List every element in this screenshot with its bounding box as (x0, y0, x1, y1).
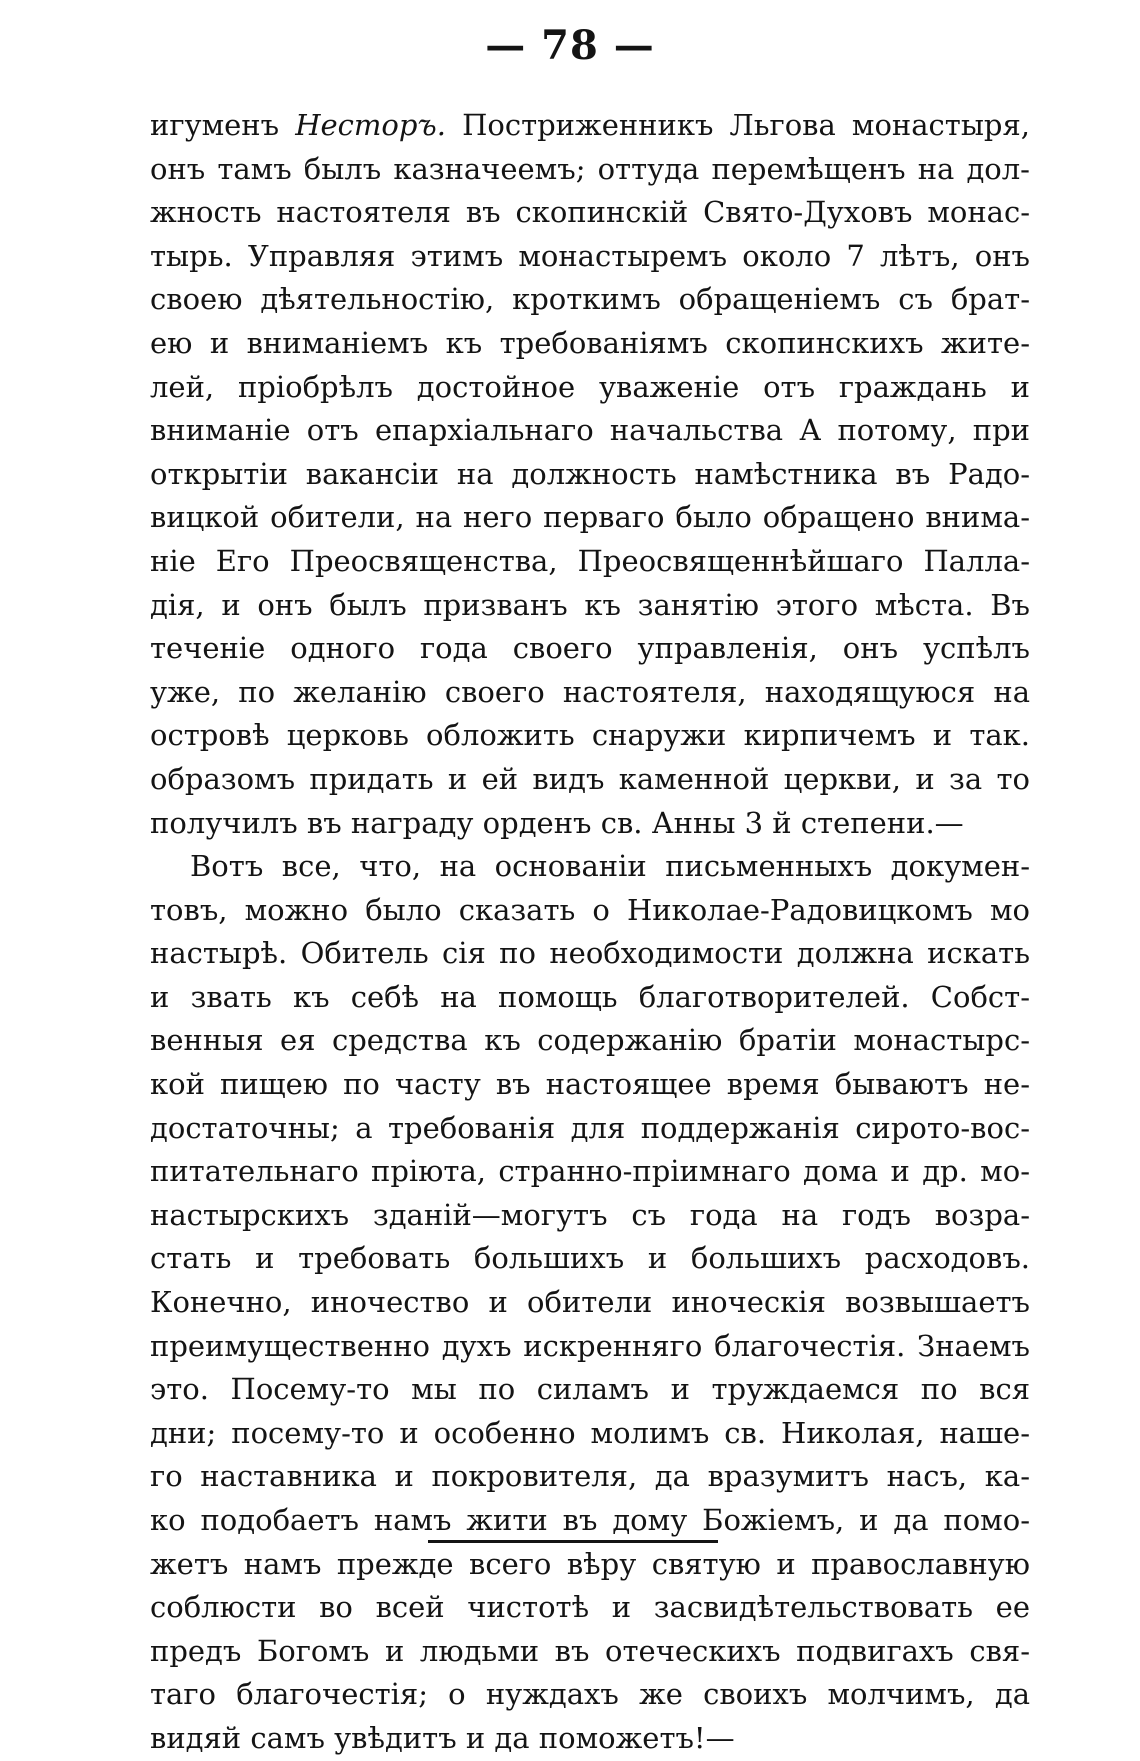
paragraph-1-line: вниманіе отъ епархіальнаго начальства А потому, при (150, 413, 1030, 448)
paragraph-1-line: теченіе одного года своего управленія, онъ успѣлъ (150, 631, 1030, 666)
paragraph-2-line: настырѣ. Обитель сія по необходимости должна искать (150, 936, 1030, 971)
text-fragment: игуменъ (150, 108, 296, 142)
paragraph-2-line: настырскихъ зданій—могутъ съ года на годъ возра- (150, 1197, 1030, 1232)
body-text (150, 104, 1030, 1761)
paragraph-1-line-1 (150, 104, 1030, 148)
paragraph-2-line: Вотъ все, что, на основаніи письменныхъ докумен- (190, 849, 1030, 884)
paragraph-2-line: соблюсти во всей чистотѣ и засвидѣтельствовать ее (150, 1590, 1030, 1625)
paragraph-2-line: это. Посему-то мы по силамъ и труждаемся по вся (150, 1372, 1030, 1407)
section-end-rule (428, 1540, 718, 1543)
paragraph-1-line: дія, и онъ былъ призванъ къ занятію этого мѣста. Въ (150, 587, 1030, 622)
paragraph-2-line: стать и требовать большихъ и большихъ расходовъ. (150, 1241, 1030, 1276)
paragraph-1-line: ніе Его Преосвященства, Преосвященнѣйшаго Палла- (150, 543, 1030, 578)
paragraph-1-line: открытіи вакансіи на должность намѣстника въ Радо- (150, 456, 1030, 491)
paragraph-2-line: товъ, можно было сказать о Николае-Радовицкомъ мо (150, 892, 1030, 927)
text-fragment: Постриженникъ Льгова монастыря, (445, 108, 1030, 142)
paragraph-2-line: кой пищею по часту въ настоящее время бываютъ не- (150, 1067, 1030, 1102)
paragraph-2-line: таго благочестія; о нуждахъ же своихъ молчимъ, да (150, 1677, 1030, 1712)
paragraph-1-line: ею и вниманіемъ къ требованіямъ скопинскихъ жите- (150, 325, 1030, 360)
paragraph-1-line: уже, по желанію своего настоятеля, находящуюся на (150, 674, 1030, 709)
paragraph-2-line: дни; посему-то и особенно молимъ св. Николая, наше- (150, 1415, 1030, 1450)
paragraph-2-line: венныя ея средства къ содержанію братіи монастырс- (150, 1023, 1030, 1058)
paragraph-1-last-line: получилъ въ награду орденъ св. Анны 3 й степени.— (150, 805, 964, 840)
paragraph-2-line: предъ Богомъ и людьми въ отеческихъ подвигахъ свя- (150, 1633, 1030, 1668)
paragraph-2-line: достаточны; а требованія для поддержанія сирото-вос- (150, 1110, 1030, 1145)
paragraph-2-line: жетъ намъ прежде всего вѣру святую и православную (150, 1546, 1030, 1581)
paragraph-2-last-line: видяй самъ увѣдитъ и да поможетъ!— (150, 1720, 735, 1755)
paragraph-1-line: своею дѣятельностію, кроткимъ обращеніемъ съ брат- (150, 282, 1030, 317)
paragraph-2-line: питательнаго пріюта, странно-пріимнаго дома и др. мо- (150, 1154, 1030, 1189)
paragraph-1-line: онъ тамъ былъ казначеемъ; оттуда перемѣщенъ на дол- (150, 151, 1030, 186)
paragraph-2-line: ко подобаетъ намъ жити въ дому Божіемъ, и да помо- (150, 1503, 1030, 1537)
paragraph-1-line: лей, пріобрѣлъ достойное уваженіе отъ граждань и (150, 369, 1030, 404)
paragraph-1-line: образомъ придать и ей видъ каменной церкви, и за то (150, 761, 1030, 796)
paragraph-2-line: и звать къ себѣ на помощь благотворителей. Собст- (150, 979, 1030, 1014)
paragraph-1-line: вицкой обители, на него перваго было обращено внима- (150, 500, 1030, 535)
paragraph-1-line: жность настоятеля въ скопинскій Свято-Духовъ монас- (150, 195, 1030, 230)
page-number: — 78 — (485, 22, 655, 69)
paragraph-1-line: тырь. Управляя этимъ монастыремъ около 7 лѣтъ, онъ (150, 238, 1030, 273)
italic-name: Несторъ. (295, 108, 446, 142)
paragraph-2-line: Конечно, иночество и обители иноческія возвышаетъ (150, 1285, 1030, 1320)
paragraph-2-line: го наставника и покровителя, да вразумитъ насъ, ка- (150, 1459, 1030, 1494)
paragraph-2-line: преимущественно духъ искренняго благочестія. Знаемъ (150, 1328, 1030, 1363)
paragraph-1-line: островѣ церковь обложить снаружи кирпичемъ и так. (150, 718, 1030, 753)
